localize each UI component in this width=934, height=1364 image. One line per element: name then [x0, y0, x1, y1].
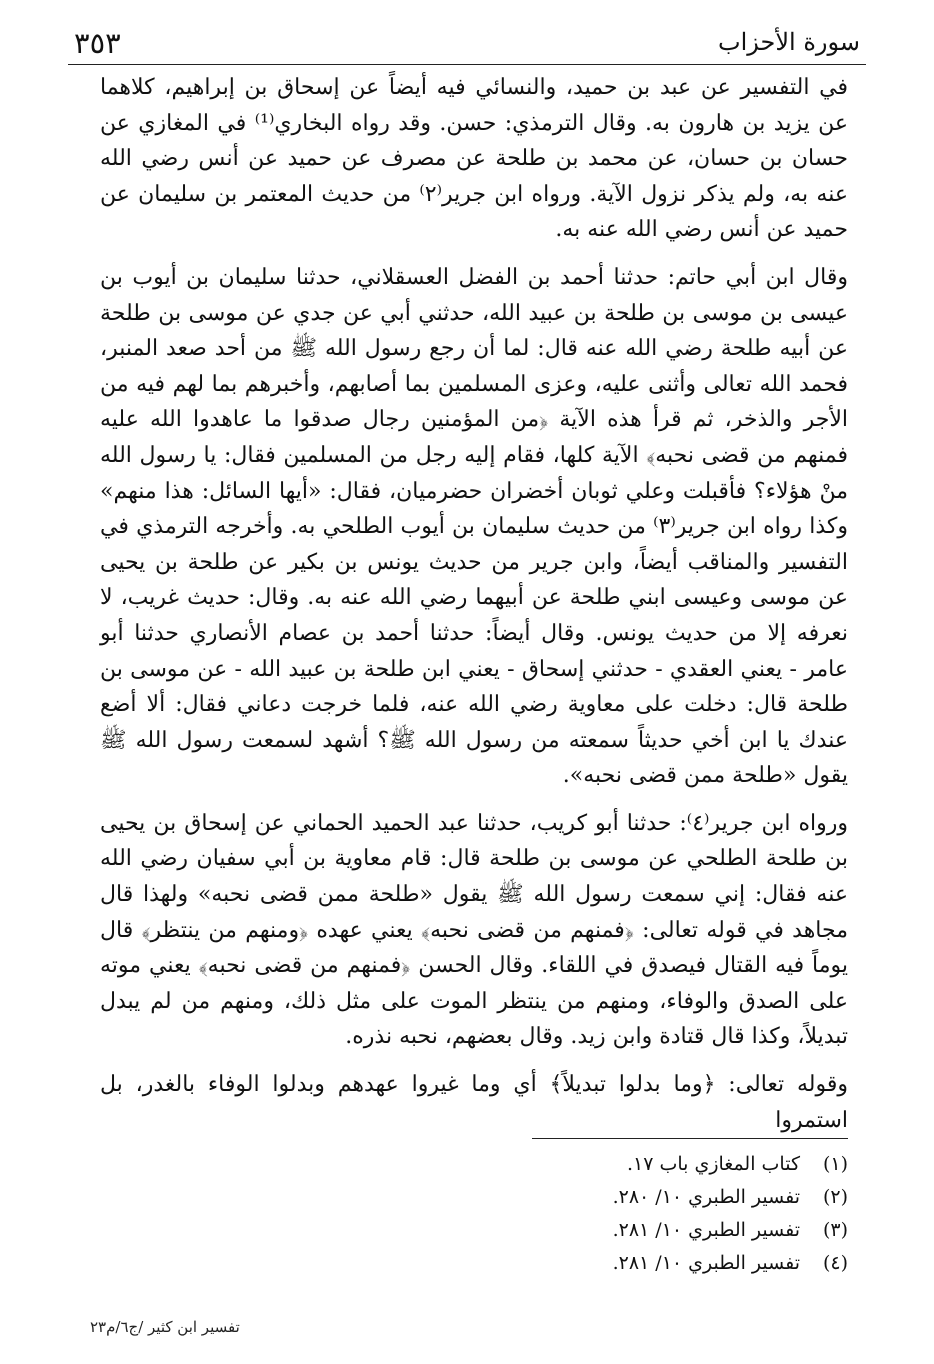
footnote-item — [348, 1148, 848, 1181]
footnote-number: (١) — [822, 1153, 848, 1175]
paragraph-2: وقال ابن أبي حاتم: حدثنا أحمد بن الفضل العسقلاني، حدثنا سليمان بن أيوب بن عيسى بن موسى بن طلحة بن عبيد الله، حدثني أبي عن جدي عن موسى بن طلحة عن أبيه طلحة رضي الله عنه قال: لما أن رجع رسول الله ﷺ من أحد صعد المنبر، فحمد الله تعالى وأثنى عليه، وعزى المسلمين بما أصابهم، وأخبرهم بما لهم فيه من الأجر والذخر، ثم قرأ هذه الآية ﴿من المؤمنين رجال صدقوا ما عاهدوا الله عليه فمنهم من قضى نحبه﴾ الآية كلها، فقام إليه رجل من المسلمين فقال: يا رسول الله منْ هؤلاء؟ فأقبلت وعلي ثوبان أخضران حضرميان، فقال: «أيها السائل: هذا منهم» وكذا رواه ابن جرير⁽٣⁾ من حديث سليمان بن أيوب الطلحي به. وأخرجه الترمذي في التفسير والمناقب أيضاً، وابن جرير من حديث يونس بن بكير عن طلحة بن يحيى عن موسى وعيسى ابني طلحة عن أبيهما رضي الله عنه به. وقال: حديث غريب، لا نعرفه إلا من حديث يونس. وقال أيضاً: حدثنا أحمد بن عصام الأنصاري حدثنا أبو عامر - يعني العقدي - حدثني إسحاق - يعني ابن طلحة بن عبيد الله - عن موسى بن طلحة قال: دخلت على معاوية رضي الله عنه، فلما خرجت دعاني فقال: ألا أضع عندك يا ابن أخي حديثاً سمعته من رسول الله ﷺ؟ أشهد لسمعت رسول الله ﷺ يقول «طلحة ممن قضى نحبه». — [100, 264, 848, 789]
footnote-number: (٤) — [822, 1252, 848, 1274]
paragraph-3: ورواه ابن جرير⁽٤⁾: حدثنا أبو كريب، حدثنا عبد الحميد الحماني عن إسحاق بن يحيى بن طلحة الطلحي عن موسى بن طلحة قال: قام معاوية بن أبي سفيان رضي الله عنه فقال: إني سمعت رسول الله ﷺ يقول «طلحة ممن قضى نحبه» ولهذا قال مجاهد في قوله تعالى: ﴿فمنهم من قضى نحبه﴾ يعني عهده ﴿ومنهم من ينتظر﴾ قال يوماً فيه القتال فيصدق في اللقاء. وقال الحسن ﴿فمنهم من قضى نحبه﴾ يعني موته على الصدق والوفاء، ومنهم من ينتظر الموت على مثل ذلك، ومنهم من لم يبدل تبديلاً، وكذا قال قتادة وابن زيد. وقال بعضهم، نحبه نذره. — [100, 810, 849, 1050]
book-signature: تفسير ابن كثير /ج٦/م٢٣ — [90, 1318, 240, 1336]
footnote-item — [348, 1214, 848, 1247]
footnote-number: (٣) — [822, 1219, 848, 1241]
footnote-text: تفسير الطبري ١٠/ ٢٨١. — [612, 1219, 800, 1241]
footnote-text: تفسير الطبري ١٠/ ٢٨١. — [612, 1252, 800, 1274]
footnote-text: تفسير الطبري ١٠/ ٢٨٠. — [612, 1186, 800, 1208]
footnote-text: كتاب المغازي باب ١٧. — [626, 1153, 800, 1175]
footnote-number: (٢) — [822, 1186, 848, 1208]
page-number: ٣٥٣ — [74, 26, 121, 60]
footnote-divider — [532, 1138, 848, 1139]
surah-title: سورة الأحزاب — [718, 28, 860, 56]
paragraph-1: في التفسير عن عبد بن حميد، والنسائي فيه أيضاً عن إسحاق بن إبراهيم، كلاهما عن يزيد بن هارون به. وقال الترمذي: حسن. وقد رواه البخاري⁽¹⁾ في المغازي عن حسان بن حسان، عن محمد بن طلحة عن مصرف عن حميد عن أنس رضي الله عنه به، ولم يذكر نزول الآية. ورواه ابن جرير⁽٢⁾ من حديث المعتمر بن سليمان عن حميد عن أنس رضي الله عنه به. — [100, 75, 849, 243]
footnote-item — [348, 1181, 848, 1214]
footnotes — [348, 1148, 848, 1280]
main-text — [100, 70, 848, 1138]
paragraph-4: وقوله تعالى: ﴿وما بدلوا تبديلاً﴾ أي وما غيروا عهدهم وبدلوا الوفاء بالغدر، بل استمروا — [100, 1072, 848, 1133]
footnote-item — [348, 1247, 848, 1280]
page-header — [68, 24, 866, 65]
